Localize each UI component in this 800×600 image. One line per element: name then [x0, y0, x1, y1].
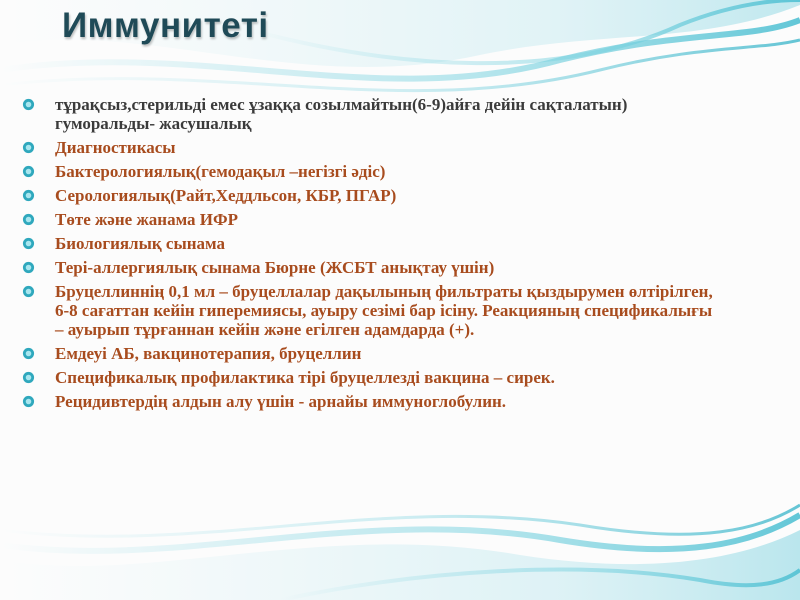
list-item — [22, 258, 722, 277]
starburst-bullet-icon — [22, 371, 35, 384]
list-item — [22, 162, 722, 181]
list-item — [22, 210, 722, 229]
list-item-text: Диагностикасы — [55, 138, 176, 157]
list-item — [22, 186, 722, 205]
starburst-bullet-icon — [22, 165, 35, 178]
list-item-text: Серологиялық(Райт,Хеддльсон, КБР, ПГАР) — [55, 186, 397, 205]
list-item — [22, 392, 722, 411]
list-item — [22, 344, 722, 363]
list-item-text: Емдеуі АБ, вакцинотерапия, бруцеллин — [55, 344, 362, 363]
list-item — [22, 282, 722, 339]
list-item-text: Рецидивтердің алдын алу үшін - арнайы иммуноглобулин. — [55, 392, 507, 411]
list-item — [22, 368, 722, 387]
starburst-bullet-icon — [22, 395, 35, 408]
list-item-text: Биологиялық сынама — [55, 234, 225, 253]
list-item — [22, 138, 722, 157]
bullet-list — [22, 95, 722, 416]
starburst-bullet-icon — [22, 261, 35, 274]
slide-title: Иммунитеті — [62, 6, 269, 45]
starburst-bullet-icon — [22, 141, 35, 154]
starburst-bullet-icon — [22, 237, 35, 250]
list-item — [22, 234, 722, 253]
starburst-bullet-icon — [22, 285, 35, 298]
list-item-text: Спецификалық профилактика тірі бруцеллезді вакцина – сирек. — [55, 368, 555, 387]
list-item-text: Бруцеллиннің 0,1 мл – бруцеллалар дақылының фильтраты қыздырумен өлтірілген, 6-8 сағаттан кейін гиперемиясы, ауыру сезімі бар ісіну. Реакцияның спецификалығы – ауырып тұрғаннан кейін және егілген адамдарда (+). — [55, 282, 713, 339]
starburst-bullet-icon — [22, 213, 35, 226]
bottom-wave-1 — [0, 530, 800, 600]
list-item — [22, 95, 722, 133]
starburst-bullet-icon — [22, 189, 35, 202]
list-item-text: тұрақсыз,стерильді емес ұзаққа созылмайтын(6-9)айға дейін сақталатын) гуморальды- жасушалық — [55, 95, 628, 133]
list-item-text: Төте және жанама ИФР — [55, 210, 238, 229]
list-item-text: Бактерологиялық(гемодақыл –негізгі әдіс) — [55, 162, 386, 181]
list-item-text: Тері-аллергиялық сынама Бюрне (ЖСБТ анықтау үшін) — [55, 258, 495, 277]
starburst-bullet-icon — [22, 347, 35, 360]
starburst-bullet-icon — [22, 98, 35, 111]
